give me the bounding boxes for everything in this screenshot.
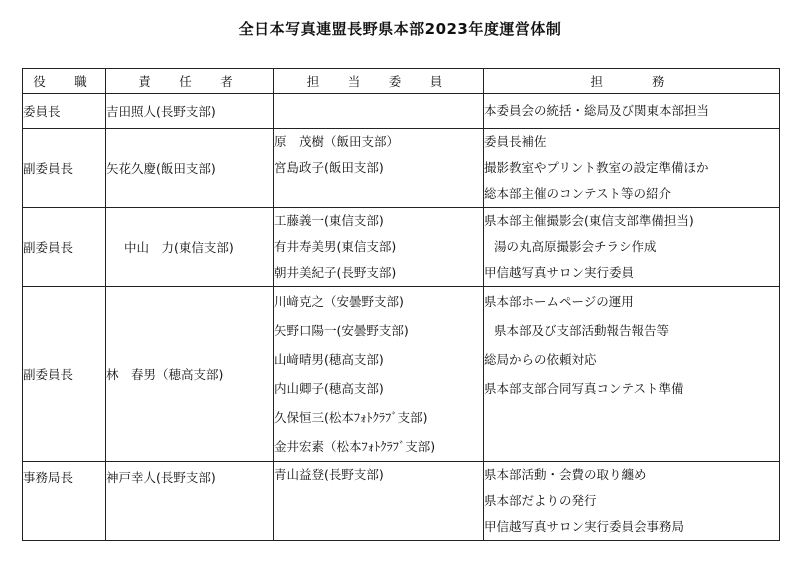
member-item: 原 茂樹（飯田支部） xyxy=(274,134,400,149)
member-item: 久保恒三(松本ﾌｫﾄｸﾗﾌﾞ支部) xyxy=(274,410,428,425)
members-cell xyxy=(274,208,484,287)
duty-item: 委員長補佐 xyxy=(484,134,547,149)
duty-item: 県本部支部合同写真コンテスト準備 xyxy=(484,381,684,396)
responsible-cell: 神戸幸人(長野支部) xyxy=(106,462,274,541)
duty-item: 総本部主催のコンテスト等の紹介 xyxy=(484,186,672,201)
table-header-row xyxy=(23,69,780,94)
organization-table xyxy=(22,68,780,541)
duty-item: 撮影教室やプリント教室の設定準備ほか xyxy=(484,160,709,175)
member-item: 有井寿美男(東信支部) xyxy=(274,239,397,254)
member-item: 矢野口陽一(安曇野支部) xyxy=(274,323,409,338)
members-cell xyxy=(274,287,484,462)
duty-item: 甲信越写真サロン実行委員会事務局 xyxy=(484,519,685,534)
role-cell: 副委員長 xyxy=(23,287,106,462)
responsible-cell: 吉田照人(長野支部) xyxy=(106,94,274,129)
header-members: 担 当 委 員 xyxy=(274,69,484,94)
role-cell: 委員長 xyxy=(23,94,106,129)
member-item: 工藤義一(東信支部) xyxy=(274,213,384,228)
member-item: 青山益登(長野支部) xyxy=(274,467,384,482)
member-item: 金井宏素（松本ﾌｫﾄｸﾗﾌﾞ支部) xyxy=(274,439,436,454)
duty-item: 県本部活動・会費の取り纏め xyxy=(484,467,647,482)
members-cell xyxy=(274,129,484,208)
responsible-cell: 中山 力(東信支部) xyxy=(106,208,274,287)
table-row xyxy=(23,129,780,208)
duty-item: 甲信越写真サロン実行委員 xyxy=(484,265,635,280)
table-row xyxy=(23,462,780,541)
member-item: 宮島政子(飯田支部) xyxy=(274,160,384,175)
table-row xyxy=(23,94,780,129)
member-item: 川﨑克之（安曇野支部) xyxy=(274,294,404,309)
page-title: 全日本写真連盟長野県本部2023年度運営体制 xyxy=(238,20,562,38)
member-item: 内山卿子(穂高支部) xyxy=(274,381,384,396)
duties-cell xyxy=(484,287,780,462)
duty-item: 県本部ホームページの運用 xyxy=(484,294,634,309)
table-row xyxy=(23,287,780,462)
role-cell: 事務局長 xyxy=(23,462,106,541)
members-cell xyxy=(274,462,484,541)
duties-cell xyxy=(484,208,780,287)
duties-cell xyxy=(484,129,780,208)
responsible-cell: 矢花久慶(飯田支部) xyxy=(106,129,274,208)
role-cell: 副委員長 xyxy=(23,129,106,208)
duties-cell xyxy=(484,94,780,129)
header-duties: 担 務 xyxy=(484,69,780,94)
duty-item: 本委員会の統括・総局及び関東本部担当 xyxy=(484,103,710,118)
role-cell: 副委員長 xyxy=(23,208,106,287)
members-cell xyxy=(274,94,484,129)
duty-item: 総局からの依頼対応 xyxy=(484,352,597,367)
duty-item: 県本部だよりの発行 xyxy=(484,493,597,508)
member-item: 朝井美紀子(長野支部) xyxy=(274,265,397,280)
member-item: 山﨑晴男(穂高支部) xyxy=(274,352,384,367)
table-row xyxy=(23,208,780,287)
header-role: 役 職 xyxy=(23,69,106,94)
duty-item: 県本部及び支部活動報告報告等 xyxy=(494,323,670,338)
header-responsible: 責 任 者 xyxy=(106,69,274,94)
responsible-cell: 林 春男（穂高支部) xyxy=(106,287,274,462)
duty-item: 県本部主催撮影会(東信支部準備担当) xyxy=(484,213,694,228)
duty-item: 湯の丸高原撮影会チラシ作成 xyxy=(494,239,657,254)
duties-cell xyxy=(484,462,780,541)
